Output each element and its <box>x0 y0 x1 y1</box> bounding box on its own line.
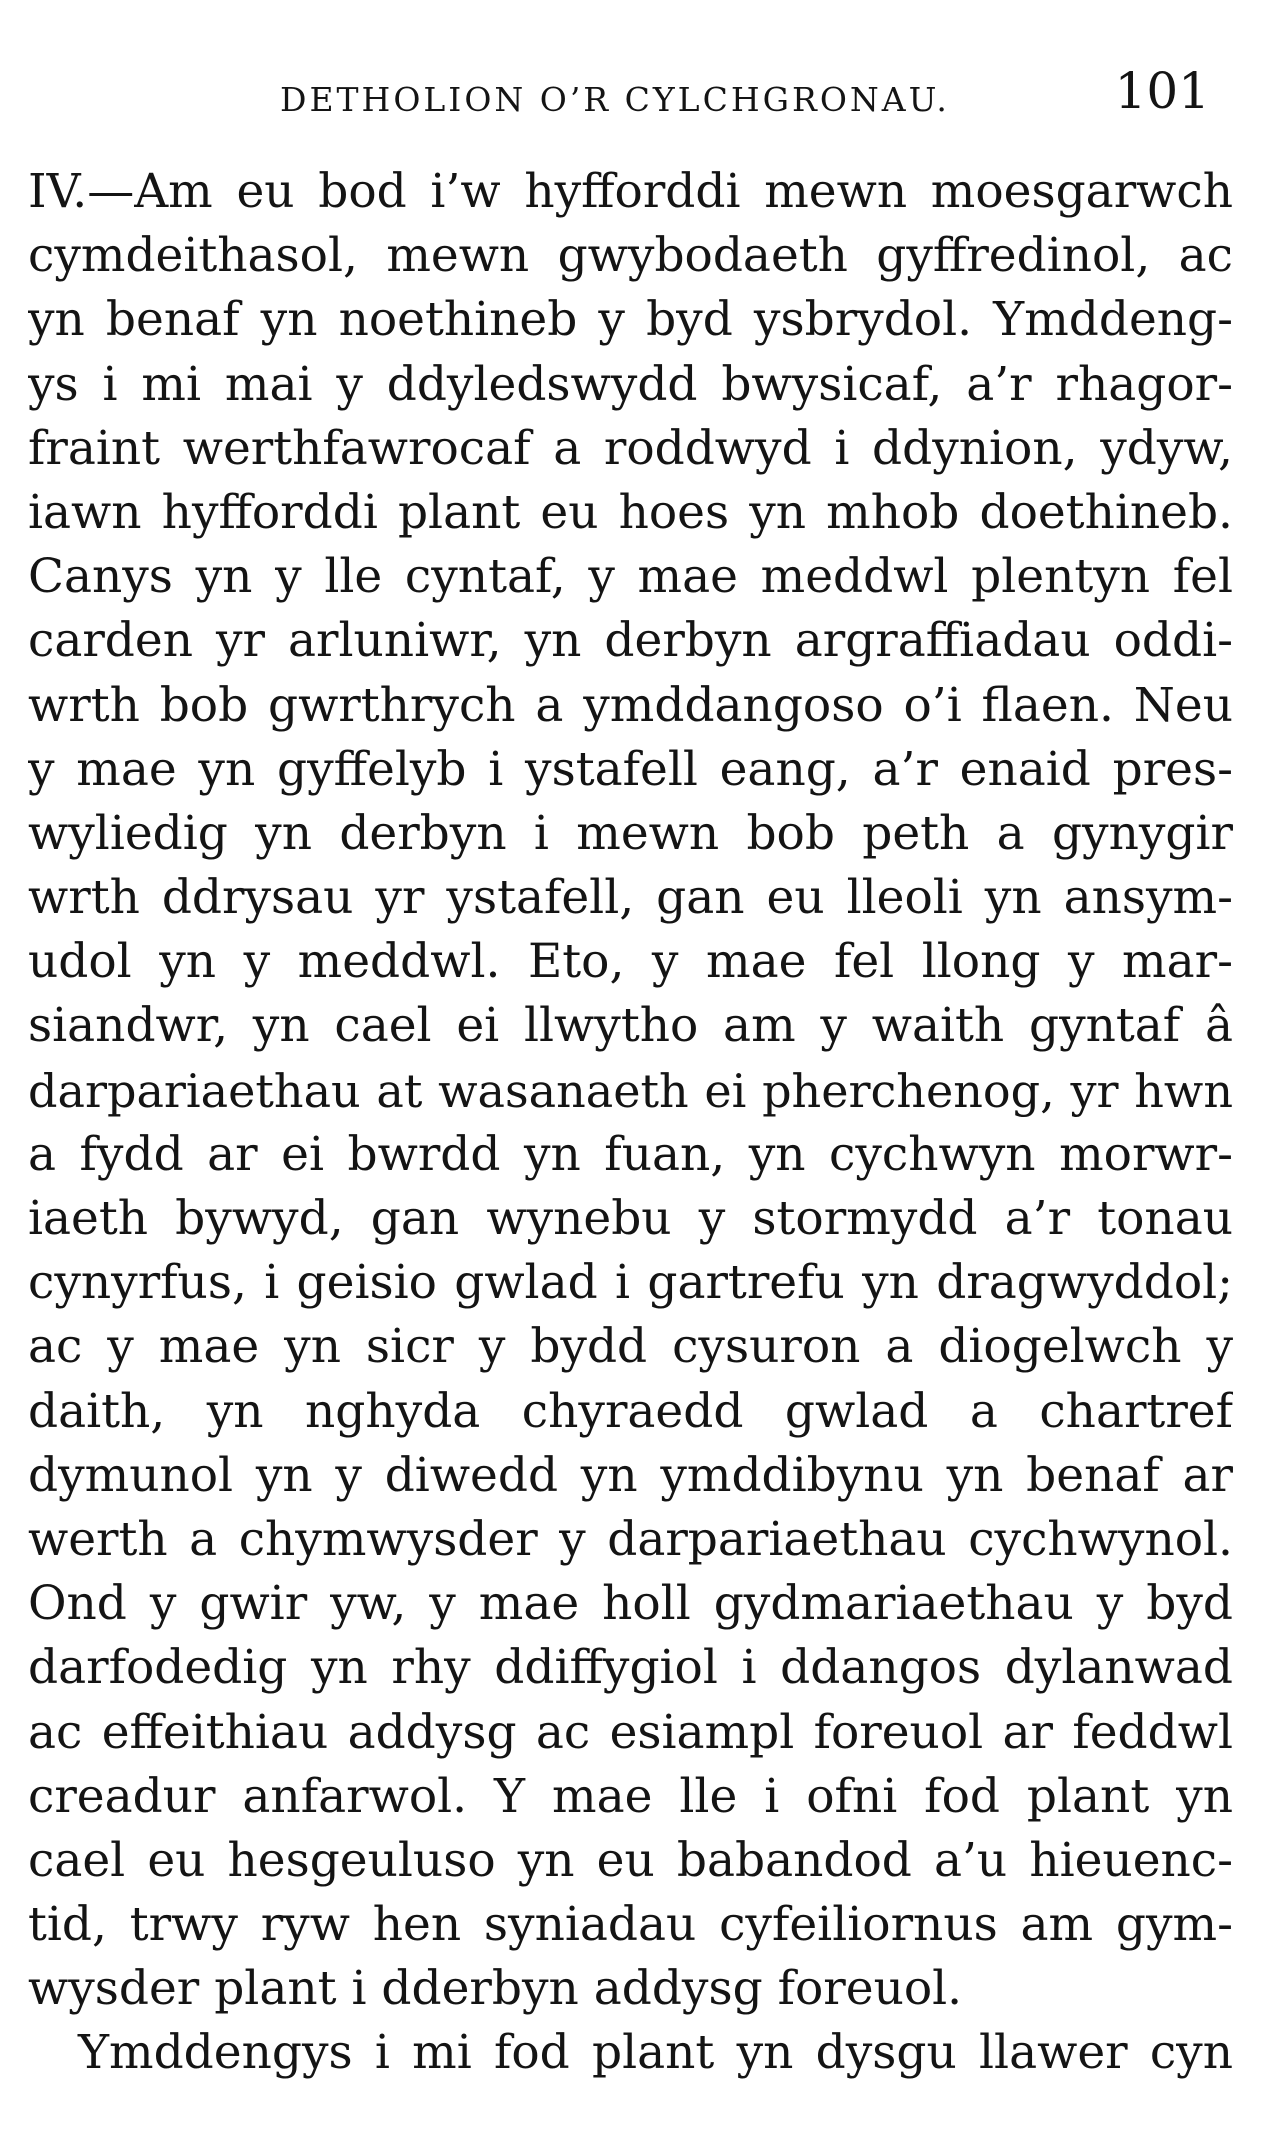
text-line: iawn hyfforddi plant eu hoes yn mhob doethineb. <box>28 484 1233 540</box>
text-line: iaeth bywyd, gan wynebu y stormydd a’r tonau <box>28 1191 1233 1246</box>
text-line: siandwr, yn cael ei llwytho am y waith gyntaf â <box>28 998 1233 1054</box>
text-line: darfodedig yn rhy ddiffygiol i ddangos dylanwad <box>28 1640 1233 1696</box>
text-line: Ond y gwir yw, y mae holl gydmariaethau y byd <box>28 1576 1233 1632</box>
page-number: 101 <box>1114 62 1210 120</box>
text-line: ac y mae yn sicr y bydd cysuron a diogelwch y <box>28 1319 1233 1375</box>
text-line: darpariaethau at wasanaeth ei pherchenog, yr hwn <box>28 1063 1233 1118</box>
text-line: daith, yn nghyda chyraedd gwlad a chartref <box>28 1383 1233 1439</box>
text-line: creadur anfarwol. Y mae lle i ofni fod plant yn <box>28 1768 1233 1824</box>
text-line: Canys yn y lle cyntaf, y mae meddwl plentyn fel <box>28 549 1233 605</box>
text-line: carden yr arluniwr, yn derbyn argraffiadau oddi- <box>28 613 1233 669</box>
text-line: werth a chymwysder y darpariaethau cychwynol. <box>28 1511 1233 1567</box>
text-line: dymunol yn y diwedd yn ymddibynu yn benaf ar <box>28 1447 1233 1503</box>
text-line: ac effeithiau addysg ac esiampl foreuol ar feddwl <box>28 1704 1233 1760</box>
text-line: udol yn y meddwl. Eto, y mae fel llong y mar- <box>28 934 1233 990</box>
text-line: wrth ddrysau yr ystafell, gan eu lleoli yn ansym- <box>28 870 1233 926</box>
text-line: cael eu hesgeuluso yn eu babandod a’u hieuenc- <box>28 1832 1233 1888</box>
text-line: cynyrfus, i geisio gwlad i gartrefu yn dragwyddol; <box>28 1255 1233 1311</box>
text-line: cymdeithasol, mewn gwybodaeth gyffredinol, ac <box>28 228 1233 284</box>
text-line: a fydd ar ei bwrdd yn fuan, yn cychwyn morwr- <box>28 1126 1233 1182</box>
running-title: DETHOLION O’R CYLCHGRONAU. <box>280 80 950 119</box>
body-text <box>28 160 1233 2086</box>
text-line: y mae yn gyffelyb i ystafell eang, a’r enaid pres- <box>28 741 1233 797</box>
paragraph-start-line: Ymddengys i mi fod plant yn dysgu llawer cyn <box>78 2025 1233 2081</box>
text-line: fraint werthfawrocaf a roddwyd i ddynion, ydyw, <box>28 420 1233 476</box>
text-line: yn benaf yn noethineb y byd ysbrydol. Ymddeng- <box>28 292 1233 348</box>
text-line: ys i mi mai y ddyledswydd bwysicaf, a’r rhagor- <box>28 356 1233 412</box>
text-line: wrth bob gwrthrych a ymddangoso o’i flaen. Neu <box>28 677 1233 733</box>
paragraph-end-line: wysder plant i dderbyn addysg foreuol. <box>28 1961 963 2017</box>
running-head <box>30 62 1230 122</box>
text-line: wyliedig yn derbyn i mewn bob peth a gynygir <box>28 805 1233 861</box>
text-line: tid, trwy ryw hen syniadau cyfeiliornus am gym- <box>28 1897 1233 1953</box>
text-line: IV.—Am eu bod i’w hyfforddi mewn moesgarwch <box>28 164 1233 219</box>
